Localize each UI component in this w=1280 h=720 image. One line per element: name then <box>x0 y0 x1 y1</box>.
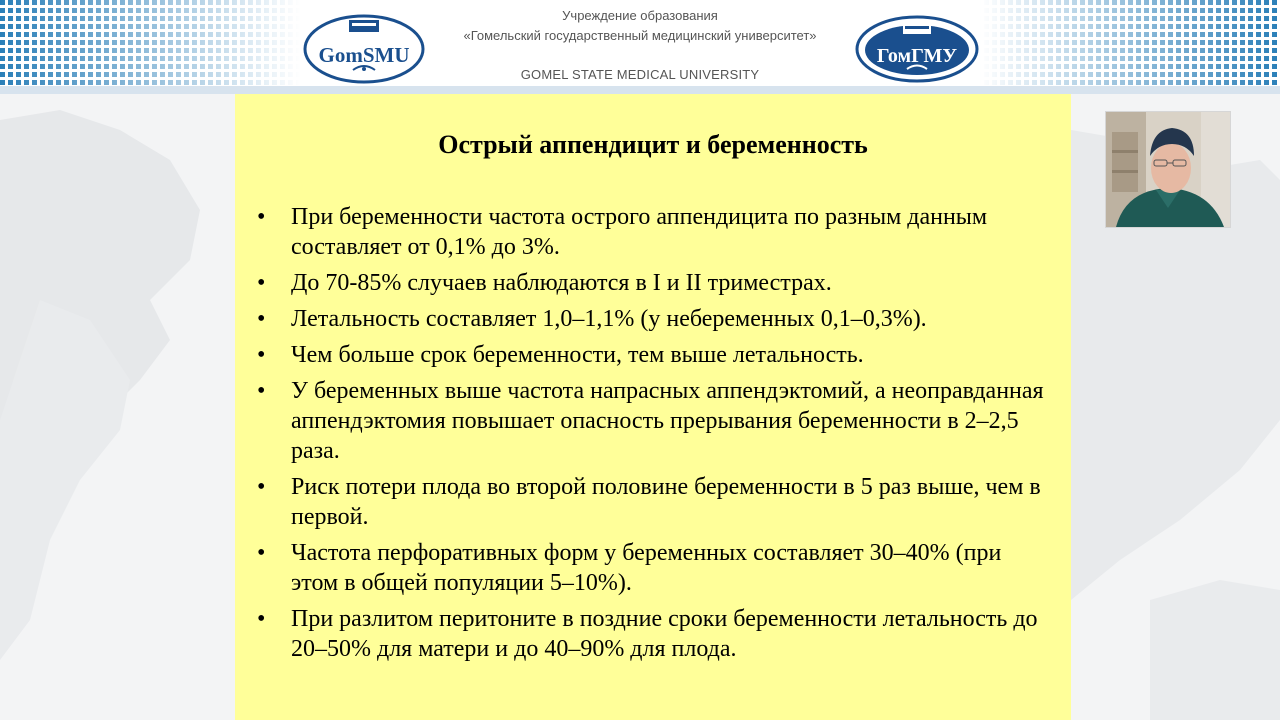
bullet-item <box>257 304 1047 334</box>
bullet-text: До 70-85% случаев наблюдаются в I и II триместрах. <box>291 270 832 296</box>
bullet-text: При разлитом перитоните в поздние сроки беременности летальность до 20–50% для матери и до 40–90% для плода. <box>291 606 1038 662</box>
bullet-item <box>257 340 1047 370</box>
bullet-item <box>257 202 1047 262</box>
presenter-webcam <box>1105 111 1231 228</box>
institution-line-2: «Гомельский государственный медицинский университет» <box>463 28 817 43</box>
bullet-dot: • <box>257 378 266 404</box>
institution-line-1: Учреждение образования <box>562 8 718 23</box>
bullet-text: У беременных выше частота напрасных аппендэктомий, а неоправданная аппендэктомия повышает опасность прерывания беременности в 2–2,5 раза. <box>291 378 1044 464</box>
university-logo-left <box>303 14 425 84</box>
header-banner <box>0 0 1280 94</box>
bullet-text: Летальность составляет 1,0–1,1% (у небеременных 0,1–0,3%). <box>291 306 927 332</box>
bullet-dot: • <box>257 342 266 368</box>
institution-line-3: GOMEL STATE MEDICAL UNIVERSITY <box>520 67 760 82</box>
bullet-list <box>257 202 1047 670</box>
bullet-dot: • <box>257 606 266 632</box>
logo-left-text: GomSMU <box>318 43 410 67</box>
bullet-dot: • <box>257 540 266 566</box>
bullet-text: Риск потери плода во второй половине беременности в 5 раз выше, чем в первой. <box>291 474 1041 530</box>
bullet-item <box>257 538 1047 598</box>
logo-right-text: ГомГМУ <box>876 45 958 67</box>
bullet-text: Чем больше срок беременности, тем выше летальность. <box>291 342 864 368</box>
bullet-item <box>257 376 1047 466</box>
presenter-video-frame <box>1106 112 1230 227</box>
bullet-item <box>257 472 1047 532</box>
slide-title: Острый аппендицит и беременность <box>438 130 868 159</box>
bullet-item <box>257 268 1047 298</box>
bullet-item <box>257 604 1047 664</box>
bullet-dot: • <box>257 474 266 500</box>
bullet-dot: • <box>257 306 266 332</box>
bullet-dot: • <box>257 270 266 296</box>
bullet-dot: • <box>257 204 266 230</box>
slide-content <box>235 94 1071 720</box>
bullet-text: Частота перфоративных форм у беременных составляет 30–40% (при этом в общей популяции 5–10%). <box>291 540 1002 596</box>
university-logo-right <box>855 15 979 83</box>
bullet-text: При беременности частота острого аппендицита по разным данным составляет от 0,1% до 3%. <box>291 204 988 260</box>
